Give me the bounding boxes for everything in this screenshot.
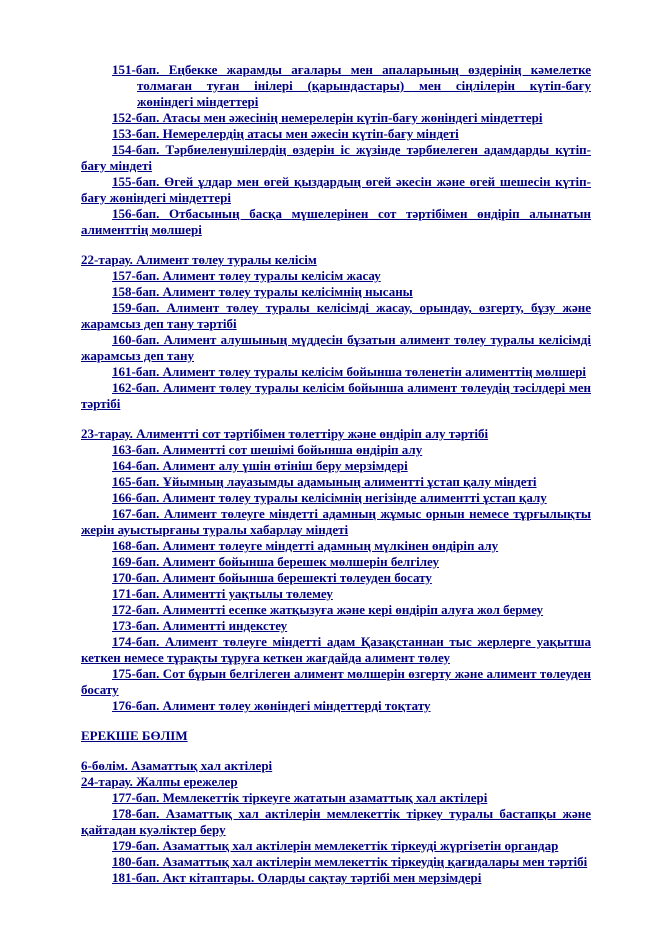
toc-block-5 — [81, 758, 591, 886]
toc-article-152[interactable]: 152-бап. Атасы мен әжесінің немерелерін күтіп-бағу жөніндегі міндеттері — [112, 110, 543, 125]
toc-section-6[interactable]: 6-бөлім. Азаматтық хал актілері — [81, 758, 273, 773]
toc-article-159-line-2[interactable]: жарамсыз деп тану тәртібі — [81, 316, 237, 331]
toc-article-160-line-2[interactable]: жарамсыз деп тану — [81, 348, 195, 363]
toc-chapter-22[interactable]: 22-тарау. Алимент төлеу туралы келісім — [81, 252, 317, 267]
toc-article-154-line-2[interactable]: бағу міндеті — [81, 158, 152, 173]
toc-article-167-line-2[interactable]: жерін ауыстырғаны туралы хабарлау міндеті — [81, 522, 349, 537]
toc-article-166[interactable]: 166-бап. Алимент төлеу туралы келісімнің негізінде алиментті ұстап қалу — [112, 490, 547, 505]
toc-article-181[interactable]: 181-бап. Акт кітаптары. Оларды сақтау тәртібі мен мерзімдері — [112, 870, 482, 885]
toc-article-158[interactable]: 158-бап. Алимент төлеу туралы келісімнің нысаны — [112, 284, 413, 299]
toc-article-180[interactable]: 180-бап. Азаматтық хал актілерін мемлекеттік тіркеудің қағидалары мен тәртібі — [112, 854, 588, 869]
toc-article-155-line-1[interactable]: 155-бап. Өгей ұлдар мен өгей қыздардың өгей әкесін және өгей шешесін күтіп- — [112, 174, 591, 189]
toc-block-3 — [81, 426, 591, 714]
toc-article-151-line-3[interactable]: жөніндегі міндеттері — [137, 94, 259, 109]
toc-article-162-line-1[interactable]: 162-бап. Алимент төлеу туралы келісім бойынша алимент төлеудің тәсілдері мен — [112, 380, 591, 395]
toc-article-164[interactable]: 164-бап. Алимент алу үшін өтініш беру мерзімдері — [112, 458, 408, 473]
toc-article-172[interactable]: 172-бап. Алиментті есепке жатқызуға және кері өндіріп алуға жол бермеу — [112, 602, 544, 617]
toc-article-159-line-1[interactable]: 159-бап. Алимент төлеу туралы келісімді жасау, орындау, өзгерту, бұзу және — [112, 300, 591, 315]
toc-article-171[interactable]: 171-бап. Алиментті уақтылы төлемеу — [112, 586, 333, 601]
toc-article-162-line-2[interactable]: тәртібі — [81, 396, 121, 411]
toc-article-151-line-1[interactable]: 151-бап. Еңбекке жарамды ағалары мен апаларының өздерінің кәмелетке — [112, 62, 591, 77]
toc-article-175-line-2[interactable]: босату — [81, 682, 119, 697]
toc-article-151-line-2[interactable]: толмаған туған інілері (қарындастары) мен сіңлілерін күтіп-бағу — [137, 78, 591, 93]
toc-article-174-line-1[interactable]: 174-бап. Алимент төлеуге міндетті адам Қазақстаннан тыс жерлерге уақытша — [112, 634, 591, 649]
toc-article-156-line-2[interactable]: алименттің мөлшері — [81, 222, 202, 237]
toc-block-1 — [81, 62, 591, 238]
toc-article-179[interactable]: 179-бап. Азаматтық хал актілерін мемлекеттік тіркеуді жүргізетін органдар — [112, 838, 559, 853]
toc-article-167-line-1[interactable]: 167-бап. Алимент төлеуге міндетті адамның жұмыс орнын немесе тұрғылықты — [112, 506, 591, 521]
toc-article-153[interactable]: 153-бап. Немерелердің атасы мен әжесін күтіп-бағу міндеті — [112, 126, 459, 141]
toc-article-168[interactable]: 168-бап. Алимент төлеуге міндетті адамның мүлкінен өндіріп алу — [112, 538, 499, 553]
toc-article-165[interactable]: 165-бап. Ұйымның лауазымды адамының алиментті ұстап қалу міндеті — [112, 474, 537, 489]
toc-block-2 — [81, 252, 591, 412]
toc-article-161[interactable]: 161-бап. Алимент төлеу туралы келісім бойынша төленетін алименттің мөлшері — [112, 364, 587, 379]
toc-part-special[interactable]: ЕРЕКШЕ БӨЛІМ — [81, 728, 188, 743]
document-page — [81, 62, 591, 900]
toc-article-170[interactable]: 170-бап. Алимент бойынша берешекті төлеуден босату — [112, 570, 432, 585]
toc-article-177[interactable]: 177-бап. Мемлекеттік тіркеуге жататын азаматтық хал актілері — [112, 790, 488, 805]
toc-article-156-line-1[interactable]: 156-бап. Отбасының басқа мүшелерінен сот тәртібімен өндіріп алынатын — [112, 206, 591, 221]
toc-article-175-line-1[interactable]: 175-бап. Сот бұрын белгілеген алимент мөлшерін өзгерту және алимент төлеуден — [112, 666, 591, 681]
toc-article-176[interactable]: 176-бап. Алимент төлеу жөніндегі міндеттерді тоқтату — [112, 698, 431, 713]
toc-article-178-line-2[interactable]: қайтадан куәліктер беру — [81, 822, 226, 837]
toc-article-178-line-1[interactable]: 178-бап. Азаматтық хал актілерін мемлекеттік тіркеу туралы бастапқы және — [112, 806, 591, 821]
toc-chapter-24[interactable]: 24-тарау. Жалпы ережелер — [81, 774, 238, 789]
toc-article-163[interactable]: 163-бап. Алиментті сот шешімі бойынша өндіріп алу — [112, 442, 423, 457]
toc-block-4 — [81, 728, 591, 744]
toc-article-174-line-2[interactable]: кеткен немесе тұрақты тұруға кеткен жағдайда алимент төлеу — [81, 650, 450, 665]
toc-article-154-line-1[interactable]: 154-бап. Тәрбиеленушілердің өздерін іс жүзінде тәрбиелеген адамдарды күтіп- — [112, 142, 591, 157]
toc-article-155-line-2[interactable]: бағу жөніндегі міндеттері — [81, 190, 231, 205]
toc-article-173[interactable]: 173-бап. Алиментті индекстеу — [112, 618, 288, 633]
toc-article-160-line-1[interactable]: 160-бап. Алимент алушының мүддесін бұзатын алимент төлеу туралы келісімді — [112, 332, 591, 347]
toc-chapter-23[interactable]: 23-тарау. Алиментті сот тәртібімен төлеттіру және өндіріп алу тәртібі — [81, 426, 489, 441]
toc-article-157[interactable]: 157-бап. Алимент төлеу туралы келісім жасау — [112, 268, 381, 283]
toc-article-169[interactable]: 169-бап. Алимент бойынша берешек мөлшерін белгілеу — [112, 554, 439, 569]
